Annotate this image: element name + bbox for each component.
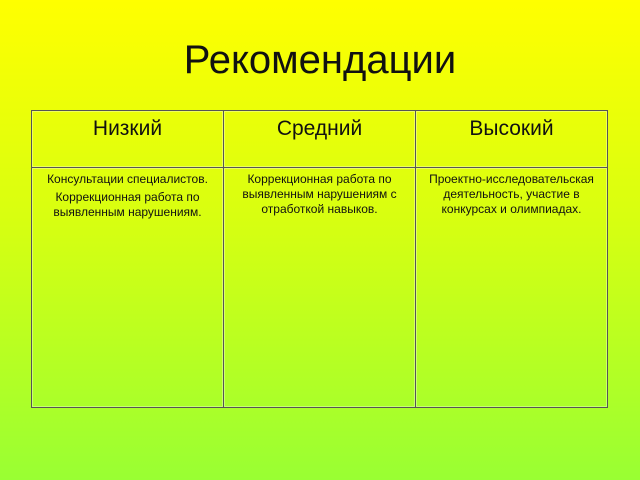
header-low: Низкий xyxy=(32,111,224,168)
slide-title: Рекомендации xyxy=(183,38,457,82)
cell-medium-text: Коррекционная работа по выявленным нарушениям с отработкой навыков. xyxy=(242,172,397,216)
cell-low-text-2: Коррекционная работа по выявленным нарушениям. xyxy=(53,190,202,219)
cell-low-text-1: Консультации специалистов. xyxy=(47,172,208,186)
cell-high xyxy=(416,168,608,408)
table-row xyxy=(32,168,608,408)
cell-low xyxy=(32,168,224,408)
header-row xyxy=(32,111,608,168)
cell-medium xyxy=(224,168,416,408)
cell-high-text: Проектно-исследовательская деятельность, участие в конкурсах и олимпиадах. xyxy=(429,172,594,216)
recommendations-table xyxy=(31,110,608,408)
header-high: Высокий xyxy=(416,111,608,168)
header-medium: Средний xyxy=(224,111,416,168)
